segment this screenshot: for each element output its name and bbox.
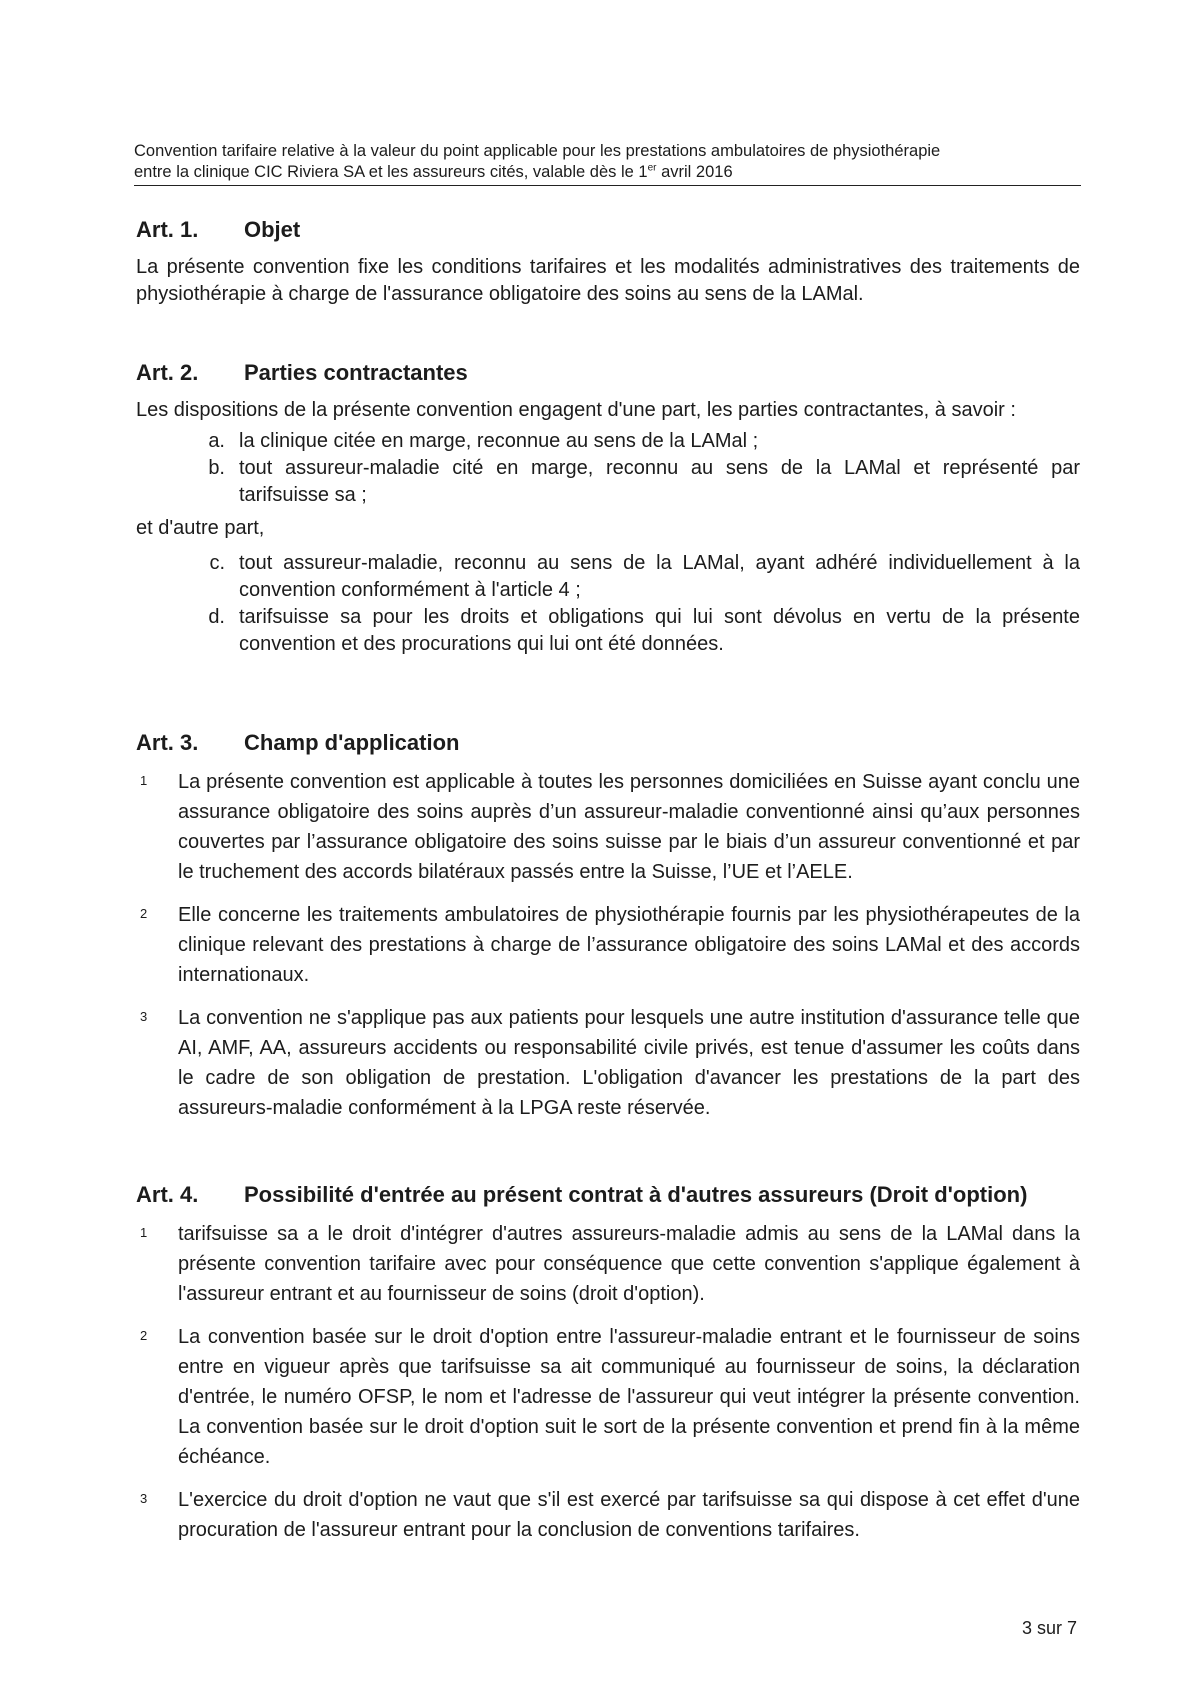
paragraph xyxy=(136,1322,1080,1472)
list-item xyxy=(136,550,1080,604)
article-1 xyxy=(136,215,1080,308)
paragraph-number: 1 xyxy=(140,773,148,788)
article-1-text: La présente convention fixe les conditions tarifaires et les modalités administratives des traitements de physiothérapie à charge de l'assurance obligatoire des soins au sens de la LAMal. xyxy=(136,256,1080,305)
paragraph-number: 2 xyxy=(140,906,148,921)
list-letter: c. xyxy=(209,552,225,574)
paragraph-number: 3 xyxy=(140,1009,148,1024)
article-1-heading xyxy=(136,215,1080,244)
list-item xyxy=(136,455,1080,509)
party-list-2 xyxy=(136,550,1080,658)
paragraph-number: 1 xyxy=(140,1225,148,1240)
party-list-1 xyxy=(136,428,1080,509)
article-title: Objet xyxy=(244,217,301,242)
list-text: tout assureur-maladie, reconnu au sens de la LAMal, ayant adhéré individuellement à la convention conformément à l'article 4 ; xyxy=(239,552,1080,601)
paragraph xyxy=(136,1219,1080,1309)
paragraph-number: 3 xyxy=(140,1491,148,1506)
paragraph xyxy=(136,900,1080,990)
paragraph xyxy=(136,1003,1080,1123)
paragraph-text: La présente convention est applicable à toutes les personnes domiciliées en Suisse ayant conclu une assurance obligatoire des soins auprès d’un assureur-maladie conventionné ainsi qu’aux personnes couvertes par l’assurance obligatoire des soins suisse par le biais d’un assureur conventionné et par le truchement des accords bilatéraux passés entre la Suisse, l’UE et l’AELE. xyxy=(178,771,1080,883)
article-3-heading xyxy=(136,728,1080,757)
list-item xyxy=(136,604,1080,658)
list-letter: a. xyxy=(208,430,225,452)
header-superscript: er xyxy=(647,162,657,174)
article-number: Art. 3. xyxy=(136,730,199,755)
list-letter: d. xyxy=(208,606,225,628)
list-text: tout assureur-maladie cité en marge, reconnu au sens de la LAMal et représenté par tarifsuisse sa ; xyxy=(239,457,1080,506)
header-line-2-date: avril 2016 xyxy=(656,163,733,181)
other-part-label: et d'autre part, xyxy=(136,517,265,539)
list-item xyxy=(136,428,1080,455)
article-title: Parties contractantes xyxy=(244,360,468,385)
paragraph xyxy=(136,767,1080,887)
page-number: 3 sur 7 xyxy=(1022,1618,1078,1638)
paragraph-text: La convention ne s'applique pas aux patients pour lesquels une autre institution d'assurance telle que AI, AMF, AA, assureurs accidents ou responsabilité civile privés, est tenue d'assumer les coûts dans le cadre de son obligation de prestation. L'obligation d'avancer les prestations de la part des assureurs-maladie conformément à la LPGA reste réservée. xyxy=(178,1007,1080,1119)
article-4 xyxy=(136,1180,1080,1558)
paragraph-number: 2 xyxy=(140,1328,148,1343)
article-title: Champ d'application xyxy=(244,730,460,755)
article-2-heading xyxy=(136,358,1080,387)
list-letter: b. xyxy=(208,457,225,479)
article-2 xyxy=(136,358,1080,662)
paragraph-text: La convention basée sur le droit d'option entre l'assureur-maladie entrant et le fournisseur de soins entre en vigueur après que tarifsuisse sa ait communiqué au fournisseur de soins, la déclaration d'entrée, le numéro OFSP, le nom et l'adresse de l'assureur qui veut intégrer la présente convention. La convention basée sur le droit d'option suit le sort de la présente convention et prend fin à la même échéance. xyxy=(178,1326,1080,1468)
list-text: la clinique citée en marge, reconnue au sens de la LAMal ; xyxy=(239,430,759,452)
article-number: Art. 1. xyxy=(136,217,199,242)
article-4-heading xyxy=(136,1180,1080,1209)
paragraph-text: L'exercice du droit d'option ne vaut que s'il est exercé par tarifsuisse sa qui dispose à cet effet d'une procuration de l'assureur entrant pour la conclusion de conventions tarifaires. xyxy=(178,1489,1080,1541)
paragraph xyxy=(136,1485,1080,1545)
article-3 xyxy=(136,728,1080,1136)
header-line-2-text: entre la clinique CIC Riviera SA et les assureurs cités, valable dès le 1 xyxy=(134,163,648,181)
article-number: Art. 4. xyxy=(136,1182,199,1207)
document-header xyxy=(134,141,1081,186)
article-title: Possibilité d'entrée au présent contrat à d'autres assureurs (Droit d'option) xyxy=(244,1182,1028,1207)
header-line-1: Convention tarifaire relative à la valeur du point applicable pour les prestations ambulatoires de physiothérapie xyxy=(134,142,941,160)
article-number: Art. 2. xyxy=(136,360,199,385)
header-line-2 xyxy=(134,162,1081,183)
list-text: tarifsuisse sa pour les droits et obligations qui lui sont dévolus en vertu de la présente convention et des procurations qui lui ont été données. xyxy=(239,606,1080,655)
paragraph-text: Elle concerne les traitements ambulatoires de physiothérapie fournis par les physiothérapeutes de la clinique relevant des prestations à charge de l’assurance obligatoire des soins LAMal et des accords internationaux. xyxy=(178,904,1080,986)
article-2-intro: Les dispositions de la présente convention engagent d'une part, les parties contractantes, à savoir : xyxy=(136,399,1016,421)
paragraph-text: tarifsuisse sa a le droit d'intégrer d'autres assureurs-maladie admis au sens de la LAMal dans la présente convention tarifaire avec pour conséquence que cette convention s'applique également à l'assureur entrant et au fournisseur de soins (droit d'option). xyxy=(178,1223,1080,1305)
